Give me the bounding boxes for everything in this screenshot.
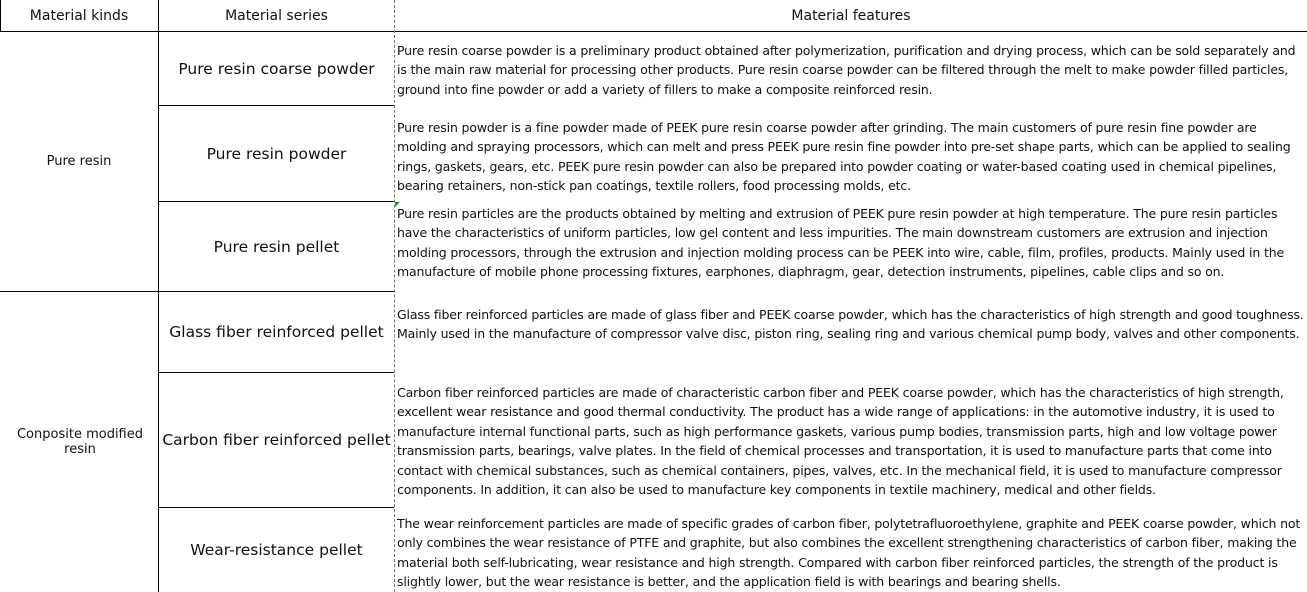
table-rule [394, 0, 395, 592]
series-cell: Carbon fiber reinforced pellet [162, 431, 391, 449]
features-cell: Pure resin particles are the products obtained by melting and extrusion of PEEK pure resin powder at high temperature. The pure resin particles have the characteristics of uniform particles, low gel content and less impurities. The main downstream customers are extrusion and injection molding processors, through the extrusion and injection molding process can be PEEK into wire, cable, film, profiles, products. Mainly used in the manufacture of mobile phone processing fixtures, earphones, diaphragm, gear, detection instruments, pipelines, cable clips and so on. [397, 206, 1285, 280]
features-cell: Carbon fiber reinforced particles are made of characteristic carbon fiber and PEEK coarse powder, which has the characteristics of high strength, excellent wear resistance and good thermal conductivity. The product has a wide range of applications: in the automotive industry, it is used to manufacture internal functional parts, such as high performance gaskets, various pump bodies, transmission parts, high and low voltage power transmission parts, bearings, valve plates. In the field of chemical processes and transportation, it is used to manufacture parts that come into contact with chemical substances, such as chemical containers, pipes, valves, etc. In the mechanical field, it is used to manufacture compressor components. In addition, it can also be used to manufacture key components in textile machinery, medical and other fields. [397, 385, 1284, 498]
features-cell: Pure resin powder is a fine powder made of PEEK pure resin coarse powder after grinding. The main customers of pure resin fine powder are molding and spraying processors, which can melt and press PEEK pure resin fine powder into pre-set shape parts, which can be applied to sealing rings, gaskets, gears, etc. PEEK pure resin powder can also be prepared into powder coating or water-based coating used in chemical pipelines, bearing retainers, non-stick pan coatings, textile rollers, food processing molds, etc. [397, 120, 1291, 194]
series-cell: Pure resin coarse powder [178, 59, 375, 78]
series-cell: Wear-resistance pellet [190, 541, 363, 559]
features-cell: Glass fiber reinforced particles are made of glass fiber and PEEK coarse powder, which has the characteristics of high strength and good toughness. Mainly used in the manufacture of compressor valve disc, piston ring, sealing ring and various chemical pump body, valves and other components. [397, 307, 1304, 342]
features-cell: Pure resin coarse powder is a preliminary product obtained after polymerization, purification and drying process, which can be sold separately and is the main raw material for processing other products. Pure resin coarse powder can be filtered through the melt to make powder filled particles, ground into fine powder or add a variety of fillers to make a composite reinforced resin. [397, 43, 1296, 97]
header-material-kinds: Material kinds [29, 7, 129, 24]
features-cell: The wear reinforcement particles are made of specific grades of carbon fiber, polytetrafluoroethylene, graphite and PEEK coarse powder, which not only combines the wear resistance of PTFE and graphite, but also combines the excellent strengthening characteristics of carbon fiber, making the material both self-lubricating, wear resistance and high strength. Compared with carbon fiber reinforced particles, the strength of the product is slightly lower, but the wear resistance is better, and the application field is with bearings and bearing shells. [397, 516, 1301, 590]
header-material-series: Material series [225, 7, 328, 24]
series-cell: Pure resin powder [206, 144, 347, 163]
kind-cell-pure-resin: Pure resin [46, 154, 112, 169]
kind-cell-composite-modified-resin: Conposite modified resin [16, 427, 143, 457]
series-cell: Pure resin pellet [213, 237, 340, 256]
series-cell: Glass fiber reinforced pellet [169, 323, 384, 341]
header-material-features: Material features [791, 7, 911, 24]
